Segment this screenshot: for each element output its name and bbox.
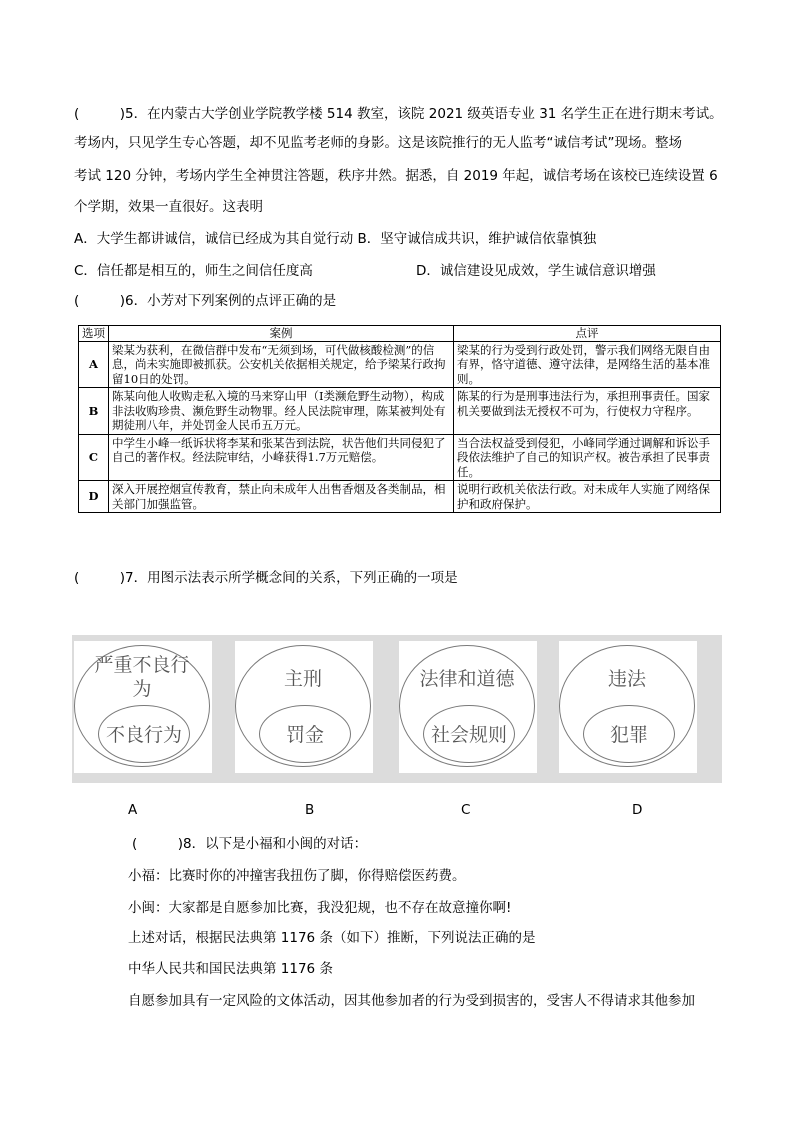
venn-caption-c: C <box>461 802 471 818</box>
venn-inner-label: 不良行为 <box>105 724 182 746</box>
table-row <box>79 481 721 513</box>
row-comment: 梁某的行为受到行政处罚，警示我们网络无限自由有界，恪守道德、遵守法律，是网络生活的基本准则。 <box>454 341 721 388</box>
q8-law-title: 中华人民共和国民法典第 1176 条 <box>128 961 333 977</box>
q6-case-table <box>78 325 721 513</box>
venn-outer-label: 严重不良行为 <box>94 654 190 700</box>
row-comment: 当合法权益受到侵犯，小峰同学通过调解和诉讼手段依法维护了自己的知识产权。被告承担了民事责任。 <box>454 434 721 481</box>
venn-inner-label: 罚金 <box>285 724 324 746</box>
q8-law-text: 自愿参加具有一定风险的文体活动，因其他参加者的行为受到损害的，受害人不得请求其他参加 <box>128 993 695 1009</box>
q5-stem-line-1: ( )5．在内蒙古大学创业学院教学楼 514 教室，该院 2021 级英语专业 31 名学生正在进行期末考试。 <box>74 106 723 122</box>
venn-outer-label: 主刑 <box>283 668 322 690</box>
row-case: 深入开展控烟宣传教育，禁止向未成年人出售香烟及各类制品，相关部门加强监管。 <box>109 481 454 513</box>
venn-diagram-a <box>74 641 212 773</box>
row-case: 中学生小峰一纸诉状将李某和张某告到法院，状告他们共同侵犯了自己的著作权。经法院审结，小峰获得1.7万元赔偿。 <box>109 434 454 481</box>
q8-stem: ( )8．以下是小福和小闽的对话： <box>132 836 368 852</box>
q5-stem-line-2: 考场内，只见学生专心答题，却不见监考老师的身影。这是该院推行的无人监考“诚信考试”现场。整场 <box>74 135 682 151</box>
venn-diagram-b <box>235 641 373 773</box>
row-comment: 陈某的行为是刑事违法行为，承担刑事责任。国家机关要做到法无授权不可为，行使权力守程序。 <box>454 388 721 435</box>
q5-stem-line-4: 个学期，效果一直很好。这表明 <box>74 199 263 215</box>
venn-diagram-panel <box>72 635 722 783</box>
header-option: 选项 <box>79 326 109 342</box>
venn-outer-label: 法律和道德 <box>419 668 515 690</box>
q5-stem-line-3: 考试 120 分钟，考场内学生全神贯注答题，秩序井然。据悉，自 2019 年起，诚信考场在该校已连续设置 6 <box>74 168 718 184</box>
q5-option-d: D．诚信建设见成效，学生诚信意识增强 <box>416 263 656 279</box>
table-row <box>79 434 721 481</box>
q8-line-3: 上述对话，根据民法典第 1176 条（如下）推断，下列说法正确的是 <box>128 930 536 946</box>
table-row <box>79 341 721 388</box>
q5-option-ab: A．大学生都讲诚信，诚信已经成为其自觉行动 B．坚守诚信成共识，维护诚信依靠慎独 <box>74 231 597 247</box>
row-option: A <box>79 341 109 388</box>
q8-line-2: 小闽：大家都是自愿参加比赛，我没犯规，也不存在故意撞你啊! <box>128 900 512 916</box>
row-case: 陈某向他人收购走私入境的马来穿山甲（I类濒危野生动物），构成非法收购珍贵、濒危野生动物罪。经人民法院审理，陈某被判处有期徒刑八年，并处罚金人民币五万元。 <box>109 388 454 435</box>
row-case: 梁某为获利，在微信群中发布“无须到场，可代做核酸检测”的信息，尚未实施即被抓获。公安机关依据相关规定，给予梁某行政拘留10日的处罚。 <box>109 341 454 388</box>
venn-caption-b: B <box>305 802 315 818</box>
header-case: 案例 <box>109 326 454 342</box>
q8-line-1: 小福：比赛时你的冲撞害我扭伤了脚，你得赔偿医药费。 <box>128 868 466 884</box>
row-option: D <box>79 481 109 513</box>
row-option: C <box>79 434 109 481</box>
q5-option-c: C．信任都是相互的，师生之间信任度高 <box>74 263 313 279</box>
venn-caption-a: A <box>128 802 138 818</box>
venn-outer-label: 违法 <box>607 668 646 690</box>
q7-stem: ( )7．用图示法表示所学概念间的关系，下列正确的一项是 <box>74 570 458 586</box>
venn-inner-label: 社会规则 <box>430 724 507 746</box>
table-header-row <box>79 326 721 342</box>
row-option: B <box>79 388 109 435</box>
table-row <box>79 388 721 435</box>
q6-stem: ( )6．小芳对下列案例的点评正确的是 <box>74 293 337 309</box>
row-comment: 说明行政机关依法行政。对未成年人实施了网络保护和政府保护。 <box>454 481 721 513</box>
venn-diagram-d <box>559 641 697 773</box>
venn-caption-d: D <box>632 802 643 818</box>
header-comment: 点评 <box>454 326 721 342</box>
venn-diagram-c <box>399 641 537 773</box>
venn-inner-label: 犯罪 <box>609 724 648 746</box>
